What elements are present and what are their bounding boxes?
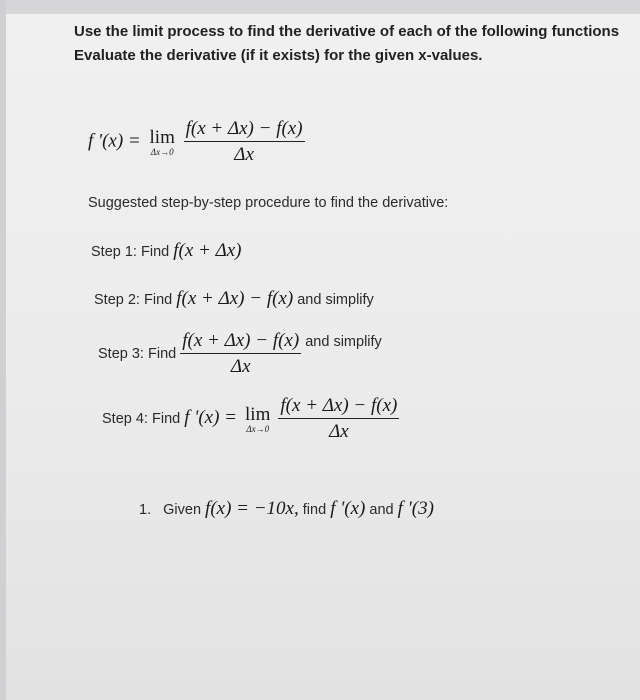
procedure-heading: Suggested step-by-step procedure to find the derivative: (88, 195, 449, 211)
step-2-label: Step 2: (94, 292, 140, 308)
problem-find: find (302, 502, 327, 518)
definition-lhs: f '(x) = (88, 130, 141, 152)
step-2 (94, 288, 374, 310)
step-1 (91, 240, 242, 262)
intro-line-1: Use the limit process to find the derivative of each of the following functions (74, 23, 620, 40)
step-4-label: Step 4: (102, 410, 148, 427)
step-3-label: Step 3: (98, 345, 144, 362)
top-band (0, 0, 640, 14)
problem-target-2: f '(3) (397, 498, 434, 519)
step-4-lhs: f '(x) = (184, 406, 237, 428)
problem-function: f(x) = −10x, (205, 498, 299, 519)
step-1-label: Step 1: (91, 244, 137, 260)
step-4-lim-sub: Δx→0 (246, 424, 270, 434)
step-4-denominator: Δx (329, 421, 349, 442)
step-2-find: Find (143, 292, 173, 308)
step-3-numerator: f(x + Δx) − f(x) (180, 330, 301, 354)
step-1-expr: f(x + Δx) (173, 240, 242, 261)
problem-target-1: f '(x) (330, 498, 366, 519)
problem-1 (139, 498, 434, 520)
step-3-denominator: Δx (230, 356, 251, 377)
derivative-definition (88, 118, 305, 166)
step-2-expr: f(x + Δx) − f(x) (176, 288, 294, 309)
step-4-limit (245, 404, 270, 434)
intro-line-2: Evaluate the derivative (if it exists) for the given x-values. (74, 47, 483, 64)
worksheet (6, 14, 640, 700)
step-4-lim-text: lim (245, 404, 271, 425)
definition-lim-sub: Δx→0 (150, 147, 174, 157)
step-4-fraction (278, 395, 399, 443)
step-2-suffix: and simplify (297, 292, 374, 308)
step-4-find: Find (151, 410, 181, 427)
step-3-fraction (180, 330, 301, 378)
problem-number: 1. (139, 502, 152, 518)
step-4-numerator: f(x + Δx) − f(x) (278, 395, 399, 419)
definition-lim-text: lim (149, 127, 175, 148)
definition-numerator: f(x + Δx) − f(x) (184, 118, 305, 142)
step-4 (102, 395, 399, 443)
step-3-find: Find (147, 345, 177, 362)
step-3-suffix: and simplify (305, 333, 382, 350)
step-3 (98, 330, 382, 378)
definition-denominator: Δx (234, 144, 254, 165)
problem-given: Given (163, 502, 202, 518)
problem-and: and (369, 502, 394, 518)
definition-limit (150, 127, 175, 157)
definition-fraction (184, 118, 305, 166)
step-1-find: Find (140, 244, 170, 260)
